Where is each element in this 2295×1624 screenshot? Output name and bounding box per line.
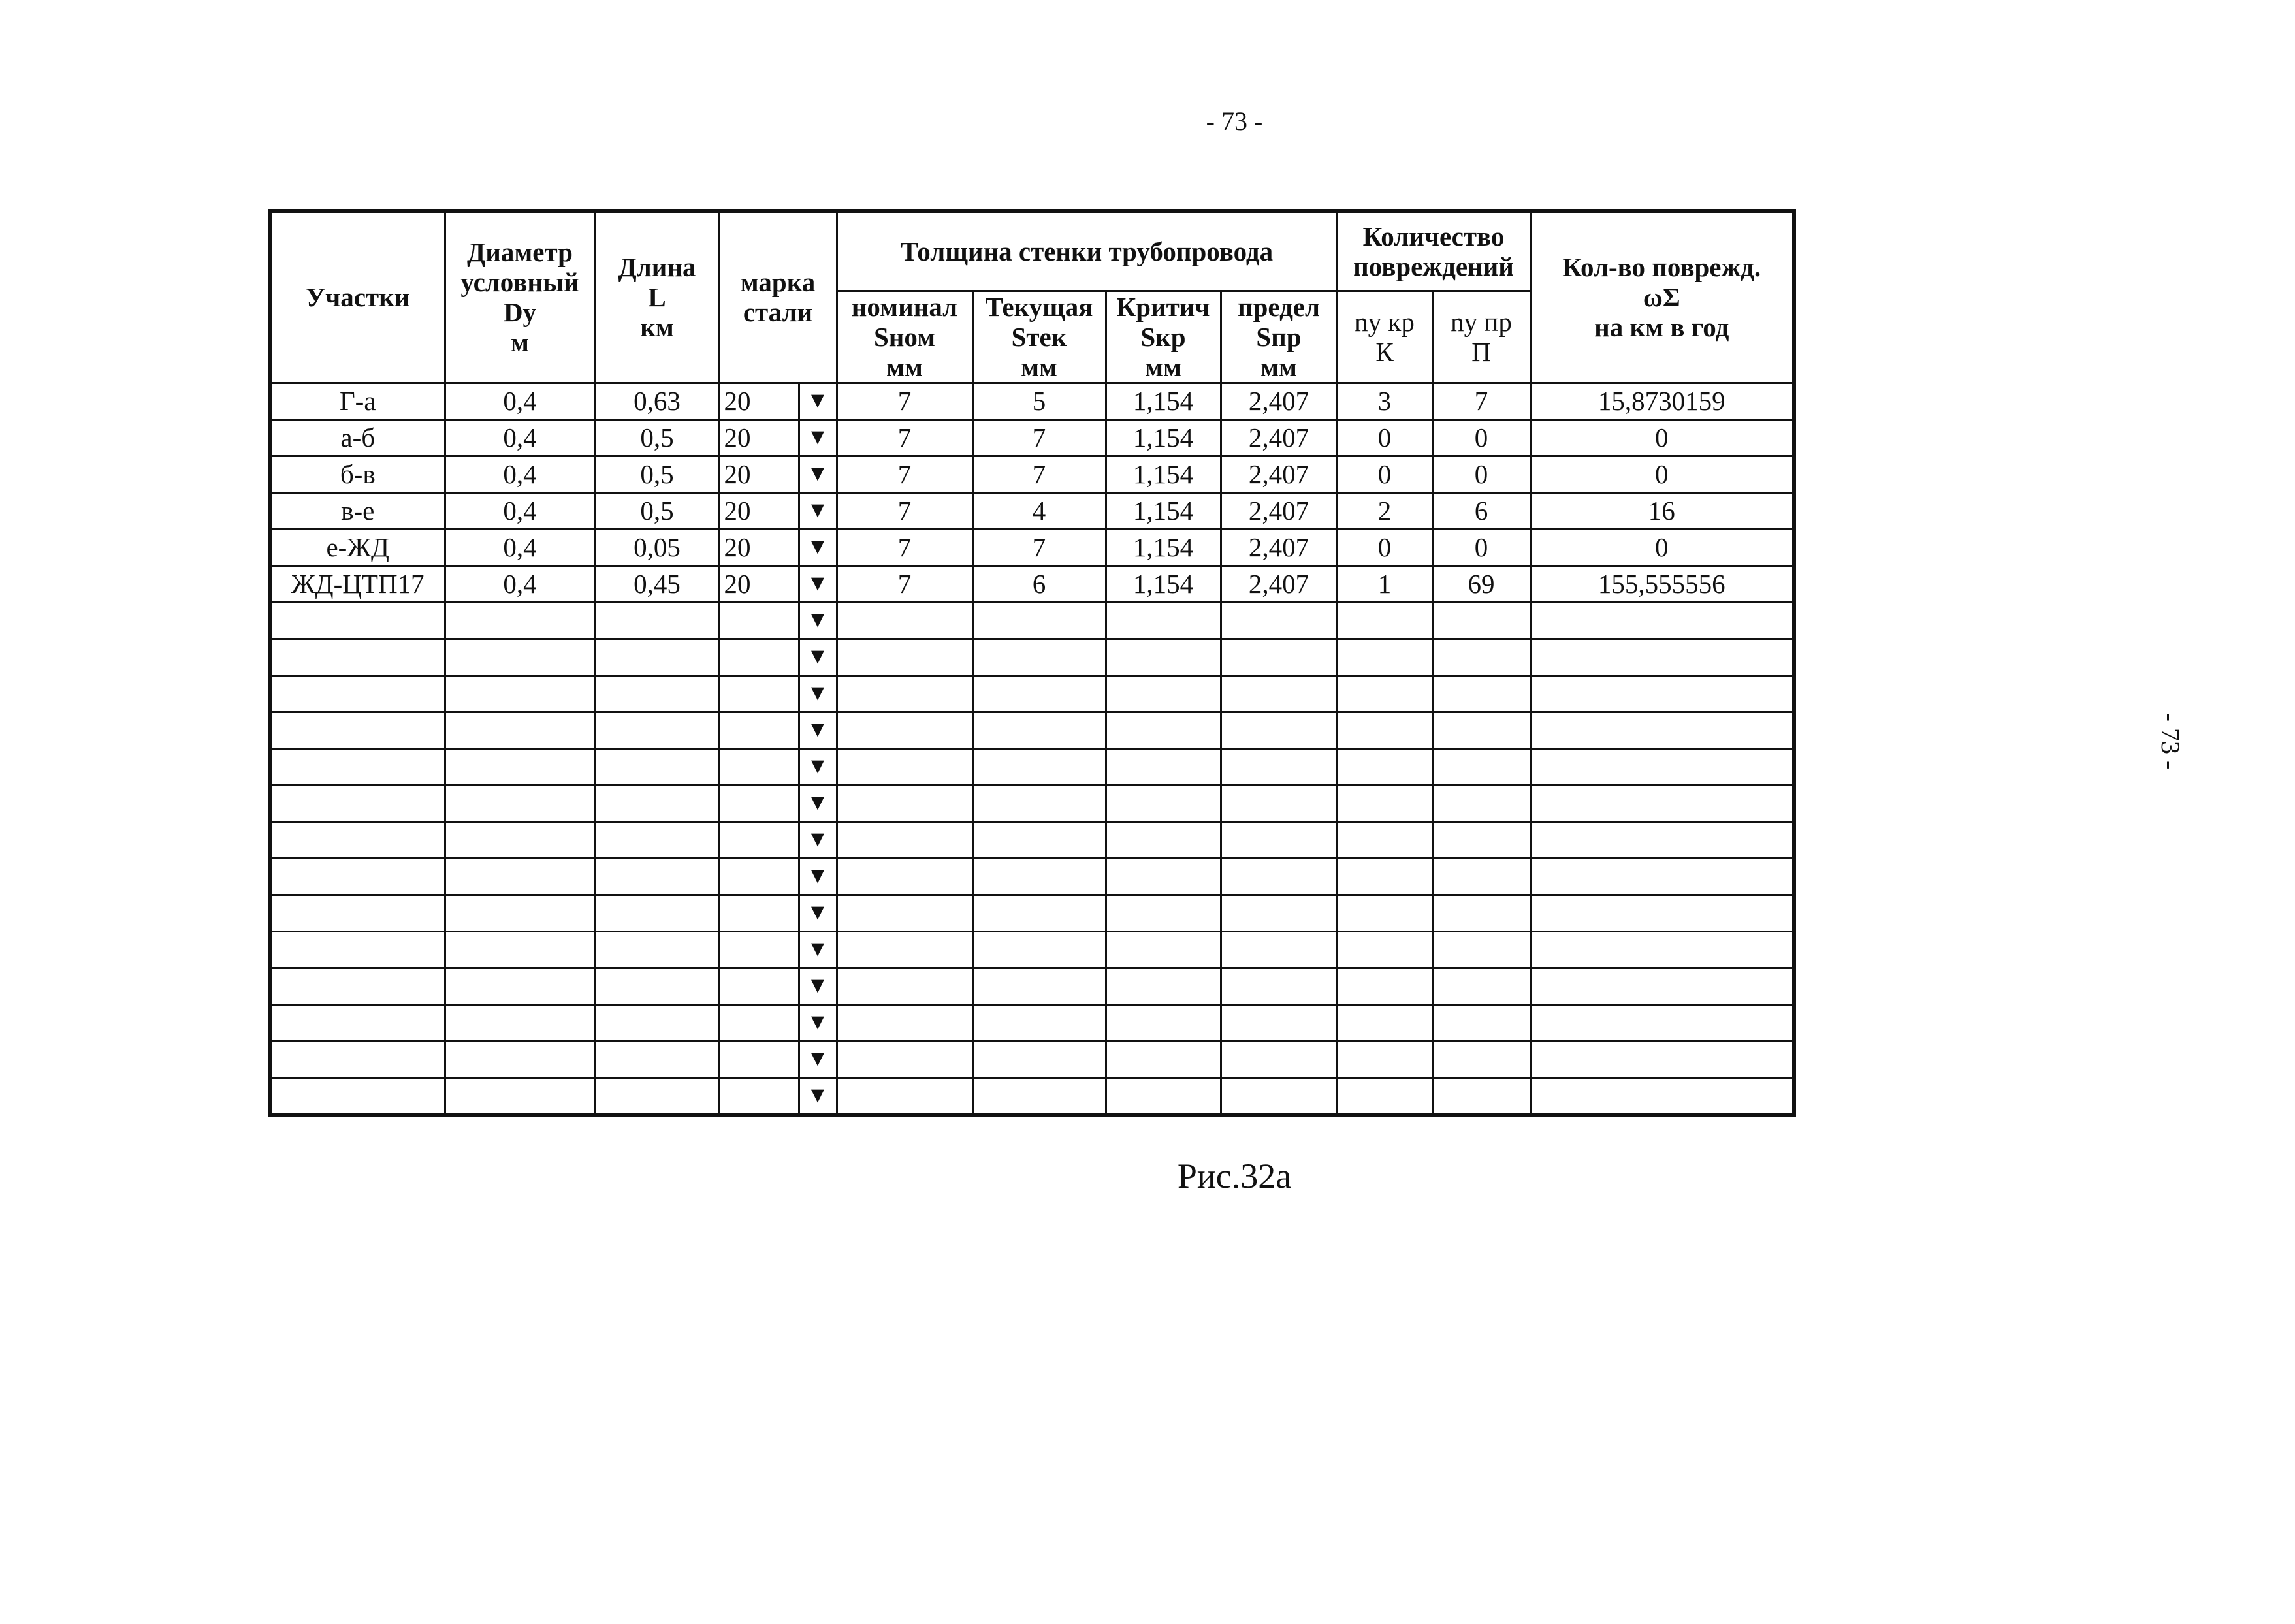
cell-current[interactable] — [972, 785, 1106, 821]
figure-caption: Рис.32а — [1177, 1156, 1292, 1196]
cell-steel-grade[interactable]: 20 — [719, 529, 799, 565]
dropdown-arrow-icon[interactable]: ▼ — [799, 712, 837, 748]
dropdown-arrow-icon[interactable]: ▼ — [799, 821, 837, 858]
dropdown-arrow-icon[interactable]: ▼ — [799, 1004, 837, 1041]
cell-damage-k[interactable] — [1337, 1041, 1432, 1077]
cell-limit[interactable]: 2,407 — [1221, 565, 1337, 602]
cell-steel-grade[interactable] — [719, 968, 799, 1004]
cell-nominal[interactable]: 7 — [837, 419, 972, 456]
cell-damage-p[interactable]: 0 — [1432, 419, 1530, 456]
cell-diameter[interactable] — [445, 1077, 595, 1115]
cell-limit[interactable] — [1221, 1004, 1337, 1041]
cell-length[interactable] — [595, 858, 719, 895]
header-damage-rate: Кол-во поврежд. ωΣ на км в год — [1530, 211, 1794, 383]
cell-length[interactable] — [595, 821, 719, 858]
dropdown-arrow-icon[interactable]: ▼ — [799, 639, 837, 675]
cell-damage-p[interactable] — [1432, 1004, 1530, 1041]
cell-steel-grade[interactable] — [719, 675, 799, 712]
cell-steel-grade[interactable]: 20 — [719, 565, 799, 602]
table-row — [270, 931, 1794, 968]
table-row — [270, 968, 1794, 1004]
cell-steel-grade[interactable]: 20 — [719, 492, 799, 529]
cell-critical[interactable] — [1106, 895, 1221, 931]
table-row — [270, 1041, 1794, 1077]
cell-critical[interactable] — [1106, 748, 1221, 785]
cell-diameter[interactable] — [445, 602, 595, 639]
cell-diameter[interactable]: 0,4 — [445, 456, 595, 492]
cell-current[interactable]: 5 — [972, 383, 1106, 419]
cell-damage-p[interactable]: 69 — [1432, 565, 1530, 602]
table-row — [270, 748, 1794, 785]
cell-damage-p[interactable] — [1432, 712, 1530, 748]
cell-damage-p[interactable] — [1432, 858, 1530, 895]
cell-limit[interactable] — [1221, 639, 1337, 675]
cell-steel-grade[interactable]: 20 — [719, 383, 799, 419]
cell-section[interactable]: Г-а — [270, 383, 445, 419]
cell-steel-grade[interactable] — [719, 1041, 799, 1077]
cell-current[interactable] — [972, 602, 1106, 639]
cell-length[interactable] — [595, 785, 719, 821]
cell-nominal[interactable] — [837, 785, 972, 821]
cell-diameter[interactable] — [445, 931, 595, 968]
cell-limit[interactable] — [1221, 785, 1337, 821]
cell-limit[interactable] — [1221, 821, 1337, 858]
dropdown-arrow-icon[interactable]: ▼ — [799, 419, 837, 456]
cell-limit[interactable] — [1221, 1041, 1337, 1077]
cell-steel-grade[interactable] — [719, 1077, 799, 1115]
cell-section[interactable]: б-в — [270, 456, 445, 492]
dropdown-arrow-icon[interactable]: ▼ — [799, 492, 837, 529]
cell-limit[interactable]: 2,407 — [1221, 529, 1337, 565]
cell-section[interactable] — [270, 602, 445, 639]
cell-damage-rate — [1530, 675, 1794, 712]
dropdown-arrow-icon[interactable]: ▼ — [799, 383, 837, 419]
cell-critical[interactable] — [1106, 675, 1221, 712]
cell-length[interactable]: 0,45 — [595, 565, 719, 602]
cell-current[interactable]: 7 — [972, 529, 1106, 565]
cell-steel-grade[interactable] — [719, 712, 799, 748]
cell-damage-rate — [1530, 602, 1794, 639]
cell-critical[interactable] — [1106, 821, 1221, 858]
cell-length[interactable]: 0,05 — [595, 529, 719, 565]
dropdown-arrow-icon[interactable]: ▼ — [799, 1077, 837, 1115]
cell-current[interactable] — [972, 931, 1106, 968]
cell-damage-p[interactable] — [1432, 1041, 1530, 1077]
cell-length[interactable] — [595, 675, 719, 712]
table-body — [270, 383, 1794, 1115]
cell-limit[interactable]: 2,407 — [1221, 456, 1337, 492]
cell-steel-grade[interactable]: 20 — [719, 456, 799, 492]
cell-diameter[interactable]: 0,4 — [445, 565, 595, 602]
cell-damage-rate — [1530, 785, 1794, 821]
header-wall-thickness: Толщина стенки трубопровода — [837, 211, 1337, 291]
cell-damage-rate: 0 — [1530, 419, 1794, 456]
cell-critical[interactable]: 1,154 — [1106, 383, 1221, 419]
cell-damage-p[interactable] — [1432, 931, 1530, 968]
table-row — [270, 858, 1794, 895]
cell-damage-rate — [1530, 968, 1794, 1004]
cell-nominal[interactable] — [837, 1041, 972, 1077]
cell-damage-p[interactable] — [1432, 602, 1530, 639]
cell-damage-p[interactable]: 0 — [1432, 456, 1530, 492]
table-row — [270, 419, 1794, 456]
dropdown-arrow-icon[interactable]: ▼ — [799, 456, 837, 492]
cell-length[interactable] — [595, 1077, 719, 1115]
cell-damage-k[interactable] — [1337, 895, 1432, 931]
cell-damage-k[interactable] — [1337, 858, 1432, 895]
cell-damage-p[interactable]: 6 — [1432, 492, 1530, 529]
cell-damage-k[interactable] — [1337, 931, 1432, 968]
cell-damage-rate: 0 — [1530, 456, 1794, 492]
cell-diameter[interactable] — [445, 968, 595, 1004]
cell-nominal[interactable] — [837, 858, 972, 895]
cell-damage-p[interactable]: 7 — [1432, 383, 1530, 419]
cell-current[interactable] — [972, 858, 1106, 895]
dropdown-arrow-icon[interactable]: ▼ — [799, 529, 837, 565]
cell-damage-rate — [1530, 639, 1794, 675]
page-number-side: - 73 - — [2156, 712, 2185, 770]
pipeline-damage-table — [268, 209, 1796, 1117]
cell-critical[interactable] — [1106, 1041, 1221, 1077]
cell-nominal[interactable]: 7 — [837, 456, 972, 492]
cell-current[interactable] — [972, 968, 1106, 1004]
cell-current[interactable] — [972, 1077, 1106, 1115]
cell-critical[interactable] — [1106, 712, 1221, 748]
cell-steel-grade[interactable] — [719, 931, 799, 968]
cell-limit[interactable] — [1221, 968, 1337, 1004]
cell-nominal[interactable]: 7 — [837, 565, 972, 602]
cell-critical[interactable] — [1106, 858, 1221, 895]
cell-diameter[interactable] — [445, 785, 595, 821]
cell-length[interactable] — [595, 895, 719, 931]
cell-steel-grade[interactable] — [719, 858, 799, 895]
cell-damage-rate — [1530, 821, 1794, 858]
table-row — [270, 456, 1794, 492]
cell-limit[interactable]: 2,407 — [1221, 383, 1337, 419]
cell-section[interactable] — [270, 785, 445, 821]
cell-length[interactable]: 0,5 — [595, 492, 719, 529]
cell-critical[interactable]: 1,154 — [1106, 456, 1221, 492]
cell-limit[interactable] — [1221, 895, 1337, 931]
cell-damage-p[interactable] — [1432, 1077, 1530, 1115]
cell-current[interactable]: 7 — [972, 456, 1106, 492]
cell-steel-grade[interactable] — [719, 1004, 799, 1041]
cell-damage-rate — [1530, 858, 1794, 895]
cell-current[interactable]: 6 — [972, 565, 1106, 602]
table-row — [270, 1077, 1794, 1115]
cell-nominal[interactable] — [837, 1077, 972, 1115]
cell-critical[interactable]: 1,154 — [1106, 529, 1221, 565]
cell-limit[interactable] — [1221, 712, 1337, 748]
cell-section[interactable] — [270, 895, 445, 931]
cell-length[interactable] — [595, 639, 719, 675]
dropdown-arrow-icon[interactable]: ▼ — [799, 858, 837, 895]
table-row — [270, 712, 1794, 748]
header-sections: Участки — [270, 211, 445, 383]
header-damage-p: nу пр П — [1432, 291, 1530, 383]
header-current: Текущая Sтек мм — [972, 291, 1106, 383]
cell-nominal[interactable] — [837, 639, 972, 675]
cell-length[interactable] — [595, 602, 719, 639]
cell-damage-p[interactable] — [1432, 675, 1530, 712]
cell-section[interactable] — [270, 748, 445, 785]
cell-critical[interactable]: 1,154 — [1106, 565, 1221, 602]
cell-current[interactable] — [972, 712, 1106, 748]
table-row — [270, 602, 1794, 639]
cell-section[interactable] — [270, 821, 445, 858]
cell-limit[interactable] — [1221, 1077, 1337, 1115]
cell-diameter[interactable]: 0,4 — [445, 492, 595, 529]
cell-damage-rate: 15,8730159 — [1530, 383, 1794, 419]
table-row — [270, 529, 1794, 565]
page-number-top: - 73 - — [1206, 106, 1263, 136]
cell-length[interactable] — [595, 931, 719, 968]
dropdown-arrow-icon[interactable]: ▼ — [799, 748, 837, 785]
cell-damage-rate — [1530, 931, 1794, 968]
cell-limit[interactable]: 2,407 — [1221, 419, 1337, 456]
cell-damage-k[interactable] — [1337, 968, 1432, 1004]
table-row — [270, 1004, 1794, 1041]
cell-damage-k[interactable]: 3 — [1337, 383, 1432, 419]
cell-steel-grade[interactable]: 20 — [719, 419, 799, 456]
cell-limit[interactable] — [1221, 748, 1337, 785]
cell-length[interactable] — [595, 968, 719, 1004]
cell-critical[interactable]: 1,154 — [1106, 419, 1221, 456]
cell-damage-k[interactable]: 1 — [1337, 565, 1432, 602]
table-row — [270, 639, 1794, 675]
cell-current[interactable] — [972, 1041, 1106, 1077]
cell-section[interactable] — [270, 931, 445, 968]
cell-damage-k[interactable]: 0 — [1337, 419, 1432, 456]
cell-steel-grade[interactable] — [719, 748, 799, 785]
cell-damage-k[interactable] — [1337, 639, 1432, 675]
header-damage-count: Количество повреждений — [1337, 211, 1530, 291]
cell-section[interactable] — [270, 675, 445, 712]
cell-critical[interactable] — [1106, 602, 1221, 639]
cell-damage-rate — [1530, 748, 1794, 785]
cell-nominal[interactable] — [837, 895, 972, 931]
table-row — [270, 821, 1794, 858]
cell-diameter[interactable]: 0,4 — [445, 529, 595, 565]
cell-damage-rate: 0 — [1530, 529, 1794, 565]
dropdown-arrow-icon[interactable]: ▼ — [799, 968, 837, 1004]
table-row — [270, 492, 1794, 529]
cell-diameter[interactable] — [445, 712, 595, 748]
cell-length[interactable]: 0,5 — [595, 419, 719, 456]
dropdown-arrow-icon[interactable]: ▼ — [799, 895, 837, 931]
cell-diameter[interactable] — [445, 1041, 595, 1077]
cell-damage-k[interactable] — [1337, 675, 1432, 712]
header-critical: Критич Sкр мм — [1106, 291, 1221, 383]
cell-damage-k[interactable] — [1337, 1004, 1432, 1041]
cell-steel-grade[interactable] — [719, 602, 799, 639]
cell-diameter[interactable] — [445, 858, 595, 895]
cell-nominal[interactable] — [837, 968, 972, 1004]
cell-nominal[interactable] — [837, 712, 972, 748]
cell-diameter[interactable] — [445, 639, 595, 675]
cell-section[interactable] — [270, 1004, 445, 1041]
cell-damage-p[interactable] — [1432, 821, 1530, 858]
cell-current[interactable] — [972, 821, 1106, 858]
cell-damage-p[interactable] — [1432, 748, 1530, 785]
cell-current[interactable] — [972, 748, 1106, 785]
cell-damage-p[interactable] — [1432, 639, 1530, 675]
dropdown-arrow-icon[interactable]: ▼ — [799, 602, 837, 639]
cell-damage-rate — [1530, 1041, 1794, 1077]
cell-current[interactable]: 4 — [972, 492, 1106, 529]
header-damage-k: nу кр К — [1337, 291, 1432, 383]
cell-damage-k[interactable] — [1337, 712, 1432, 748]
cell-damage-k[interactable] — [1337, 785, 1432, 821]
cell-current[interactable] — [972, 639, 1106, 675]
table-row — [270, 675, 1794, 712]
cell-critical[interactable] — [1106, 785, 1221, 821]
header-steel-grade: марка стали — [719, 211, 837, 383]
cell-current[interactable] — [972, 1004, 1106, 1041]
cell-limit[interactable] — [1221, 858, 1337, 895]
cell-current[interactable] — [972, 895, 1106, 931]
cell-critical[interactable] — [1106, 1077, 1221, 1115]
dropdown-arrow-icon[interactable]: ▼ — [799, 675, 837, 712]
cell-length[interactable] — [595, 1004, 719, 1041]
cell-section[interactable] — [270, 1041, 445, 1077]
dropdown-arrow-icon[interactable]: ▼ — [799, 565, 837, 602]
cell-section[interactable] — [270, 1077, 445, 1115]
table-row — [270, 383, 1794, 419]
cell-current[interactable]: 7 — [972, 419, 1106, 456]
cell-critical[interactable] — [1106, 968, 1221, 1004]
cell-nominal[interactable] — [837, 602, 972, 639]
cell-nominal[interactable] — [837, 821, 972, 858]
cell-nominal[interactable]: 7 — [837, 529, 972, 565]
cell-section[interactable] — [270, 639, 445, 675]
cell-steel-grade[interactable] — [719, 785, 799, 821]
cell-current[interactable] — [972, 675, 1106, 712]
cell-diameter[interactable]: 0,4 — [445, 383, 595, 419]
cell-limit[interactable] — [1221, 675, 1337, 712]
cell-limit[interactable] — [1221, 931, 1337, 968]
cell-limit[interactable] — [1221, 602, 1337, 639]
table-row — [270, 785, 1794, 821]
cell-diameter[interactable] — [445, 1004, 595, 1041]
header-length: Длина L км — [595, 211, 719, 383]
header-limit: предел Sпр мм — [1221, 291, 1337, 383]
cell-nominal[interactable]: 7 — [837, 383, 972, 419]
cell-damage-rate — [1530, 712, 1794, 748]
cell-damage-rate — [1530, 1004, 1794, 1041]
cell-section[interactable]: е-ЖД — [270, 529, 445, 565]
cell-critical[interactable]: 1,154 — [1106, 492, 1221, 529]
cell-length[interactable]: 0,5 — [595, 456, 719, 492]
cell-critical[interactable] — [1106, 1004, 1221, 1041]
cell-length[interactable]: 0,63 — [595, 383, 719, 419]
cell-nominal[interactable]: 7 — [837, 492, 972, 529]
cell-nominal[interactable] — [837, 1004, 972, 1041]
header-diameter: Диаметр условный Dу м — [445, 211, 595, 383]
cell-damage-rate — [1530, 1077, 1794, 1115]
cell-section[interactable]: в-е — [270, 492, 445, 529]
cell-section[interactable] — [270, 712, 445, 748]
cell-critical[interactable] — [1106, 639, 1221, 675]
cell-damage-k[interactable]: 0 — [1337, 456, 1432, 492]
cell-steel-grade[interactable] — [719, 639, 799, 675]
cell-nominal[interactable] — [837, 748, 972, 785]
cell-nominal[interactable] — [837, 675, 972, 712]
cell-section[interactable]: ЖД-ЦТП17 — [270, 565, 445, 602]
cell-nominal[interactable] — [837, 931, 972, 968]
cell-damage-k[interactable]: 2 — [1337, 492, 1432, 529]
cell-limit[interactable]: 2,407 — [1221, 492, 1337, 529]
cell-damage-k[interactable] — [1337, 602, 1432, 639]
cell-damage-k[interactable]: 0 — [1337, 529, 1432, 565]
cell-diameter[interactable] — [445, 821, 595, 858]
header-nominal: номинал Sном мм — [837, 291, 972, 383]
cell-damage-rate — [1530, 895, 1794, 931]
cell-steel-grade[interactable] — [719, 895, 799, 931]
cell-diameter[interactable] — [445, 675, 595, 712]
cell-damage-p[interactable] — [1432, 785, 1530, 821]
cell-damage-rate: 16 — [1530, 492, 1794, 529]
cell-damage-k[interactable] — [1337, 821, 1432, 858]
cell-damage-rate: 155,555556 — [1530, 565, 1794, 602]
table-row — [270, 565, 1794, 602]
dropdown-arrow-icon[interactable]: ▼ — [799, 931, 837, 968]
cell-damage-p[interactable]: 0 — [1432, 529, 1530, 565]
cell-section[interactable] — [270, 968, 445, 1004]
cell-section[interactable]: а-б — [270, 419, 445, 456]
cell-damage-p[interactable] — [1432, 895, 1530, 931]
cell-diameter[interactable]: 0,4 — [445, 419, 595, 456]
cell-damage-k[interactable] — [1337, 1077, 1432, 1115]
cell-diameter[interactable] — [445, 895, 595, 931]
cell-steel-grade[interactable] — [719, 821, 799, 858]
cell-damage-k[interactable] — [1337, 748, 1432, 785]
cell-diameter[interactable] — [445, 748, 595, 785]
cell-length[interactable] — [595, 712, 719, 748]
cell-damage-p[interactable] — [1432, 968, 1530, 1004]
dropdown-arrow-icon[interactable]: ▼ — [799, 785, 837, 821]
cell-length[interactable] — [595, 748, 719, 785]
table-row — [270, 895, 1794, 931]
cell-length[interactable] — [595, 1041, 719, 1077]
cell-section[interactable] — [270, 858, 445, 895]
cell-critical[interactable] — [1106, 931, 1221, 968]
dropdown-arrow-icon[interactable]: ▼ — [799, 1041, 837, 1077]
